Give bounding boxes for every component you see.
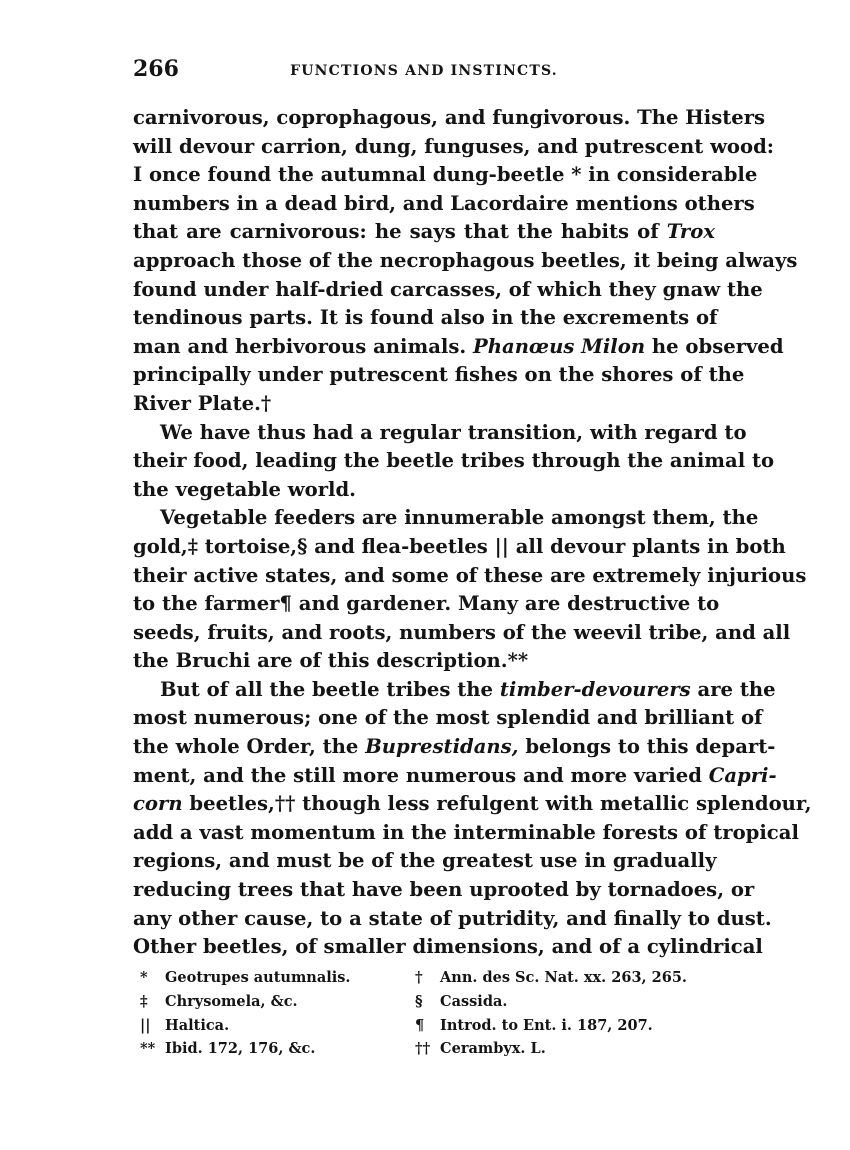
text-line xyxy=(133,276,763,305)
text-segment: tendinous parts. It is found also in the excrements of xyxy=(133,306,718,330)
footnote-mark: || xyxy=(140,1016,151,1034)
text-segment: I once found the autumnal dung-beetle * in considerable xyxy=(133,163,758,187)
text-segment: man and herbivorous animals. xyxy=(133,334,474,358)
footnote xyxy=(415,1037,720,1061)
footnote-mark: ‡ xyxy=(140,992,148,1010)
text-segment: that are carnivorous: he says that the habits of xyxy=(133,220,667,244)
text-segment: carnivorous, coprophagous, and fungivorous. The Histers xyxy=(133,106,766,129)
footnote xyxy=(140,990,410,1014)
footnote-text: Ibid. 172, 176, &c. xyxy=(160,1040,316,1058)
italic-term: Buprestidans, xyxy=(365,735,519,759)
text-segment: We have thus had a regular transition, with regard to xyxy=(160,420,747,444)
text-line xyxy=(133,161,758,190)
text-segment: any other cause, to a state of putridity, and finally to dust. xyxy=(133,906,772,930)
footnote xyxy=(140,966,410,990)
text-segment: principally under putrescent fishes on the shores of the xyxy=(133,363,745,387)
text-segment: found under half-dried carcasses, of which they gnaw the xyxy=(133,277,763,301)
text-line xyxy=(133,476,715,505)
text-line xyxy=(133,133,775,162)
text-line xyxy=(133,333,784,362)
footnote-text: Ann. des Sc. Nat. xx. 263, 265. xyxy=(435,969,687,986)
footnote-mark: ** xyxy=(140,1040,156,1058)
footnote-mark: * xyxy=(140,969,148,986)
text-segment: seeds, fruits, and roots, numbers of the weevil tribe, and all xyxy=(133,620,791,644)
footnotes-right-column xyxy=(415,966,720,1061)
text-line xyxy=(133,847,715,876)
text-segment: will devour carrion, dung, funguses, and putrescent wood: xyxy=(133,134,775,158)
text-segment: belongs to this depart- xyxy=(518,735,776,759)
text-segment: reducing trees that have been uprooted by tornadoes, or xyxy=(133,878,755,902)
text-line xyxy=(133,933,763,962)
text-segment: ment, and the still more numerous and more varied xyxy=(133,763,709,787)
footnote-mark: § xyxy=(415,992,423,1010)
text-line xyxy=(133,190,755,219)
text-segment: most numerous; one of the most splendid and brilliant of xyxy=(133,706,763,730)
body-text xyxy=(133,104,812,962)
text-line xyxy=(133,447,775,476)
text-segment: the vegetable world. xyxy=(133,477,357,501)
italic-term: Trox xyxy=(666,220,715,244)
text-line xyxy=(133,419,747,448)
italic-term: corn xyxy=(133,792,183,816)
text-line xyxy=(133,790,812,819)
text-line xyxy=(133,218,715,247)
text-line xyxy=(133,619,791,648)
footnote-mark: ¶ xyxy=(415,1016,425,1034)
text-line xyxy=(133,304,718,333)
text-line xyxy=(133,704,763,733)
footnote xyxy=(415,966,720,990)
page-header xyxy=(133,56,715,86)
text-line xyxy=(133,533,786,562)
text-line xyxy=(133,590,720,619)
text-line xyxy=(133,562,807,591)
text-segment: gold,‡ tortoise,§ and flea-beetles || all devour plants in both xyxy=(133,534,786,558)
text-line xyxy=(133,819,799,848)
footnote-text: Chrysomela, &c. xyxy=(160,992,298,1010)
text-line xyxy=(133,733,776,762)
text-segment: the Bruchi are of this description.** xyxy=(133,649,529,673)
italic-term: Capri- xyxy=(708,763,777,787)
italic-term: timber-devourers xyxy=(499,677,691,701)
text-line xyxy=(133,876,755,905)
footnote-text: Haltica. xyxy=(160,1016,230,1034)
text-line xyxy=(133,676,776,705)
text-line xyxy=(133,762,777,791)
text-line xyxy=(133,104,766,133)
text-segment: to the farmer¶ and gardener. Many are destructive to xyxy=(133,592,720,616)
footnote-text: Geotrupes autumnalis. xyxy=(160,969,351,986)
text-line xyxy=(133,247,798,276)
footnote xyxy=(415,1014,720,1038)
footnote-mark: †† xyxy=(415,1040,431,1058)
text-segment: are the xyxy=(690,677,776,701)
text-segment: numbers in a dead bird, and Lacordaire mentions others xyxy=(133,191,755,215)
text-segment: he observed xyxy=(645,334,784,358)
text-segment: Vegetable feeders are innumerable amongst them, the xyxy=(160,506,759,530)
text-line xyxy=(133,647,715,676)
footnote-text: Introd. to Ent. i. 187, 207. xyxy=(435,1016,653,1034)
text-segment: add a vast momentum in the interminable forests of tropical xyxy=(133,820,799,844)
footnote xyxy=(415,990,720,1014)
footnote xyxy=(140,1037,410,1061)
text-segment: beetles,†† though less refulgent with metallic splendour, xyxy=(182,792,812,816)
text-segment: Other beetles, of smaller dimensions, and of a cylindrical xyxy=(133,935,763,959)
text-segment: their active states, and some of these are extremely injurious xyxy=(133,563,807,587)
running-head: FUNCTIONS AND INSTINCTS. xyxy=(290,63,558,79)
footnote-mark: † xyxy=(415,969,423,986)
footnotes-left-column xyxy=(140,966,410,1061)
text-line xyxy=(133,390,715,419)
italic-term: Phanœus Milon xyxy=(473,334,646,358)
text-segment: regions, and must be of the greatest use in gradually xyxy=(133,849,717,873)
text-segment: their food, leading the beetle tribes through the animal to xyxy=(133,449,775,473)
text-segment: River Plate.† xyxy=(133,391,272,415)
text-line xyxy=(133,361,745,390)
text-segment: approach those of the necrophagous beetles, it being always xyxy=(133,248,798,272)
page-number: 266 xyxy=(133,56,179,82)
text-line xyxy=(133,504,759,533)
footnote-text: Cerambyx. L. xyxy=(435,1040,546,1058)
text-line xyxy=(133,905,772,934)
footnote xyxy=(140,1014,410,1038)
text-segment: But of all the beetle tribes the xyxy=(160,677,500,701)
text-segment: the whole Order, the xyxy=(133,735,366,759)
footnote-text: Cassida. xyxy=(435,992,508,1010)
